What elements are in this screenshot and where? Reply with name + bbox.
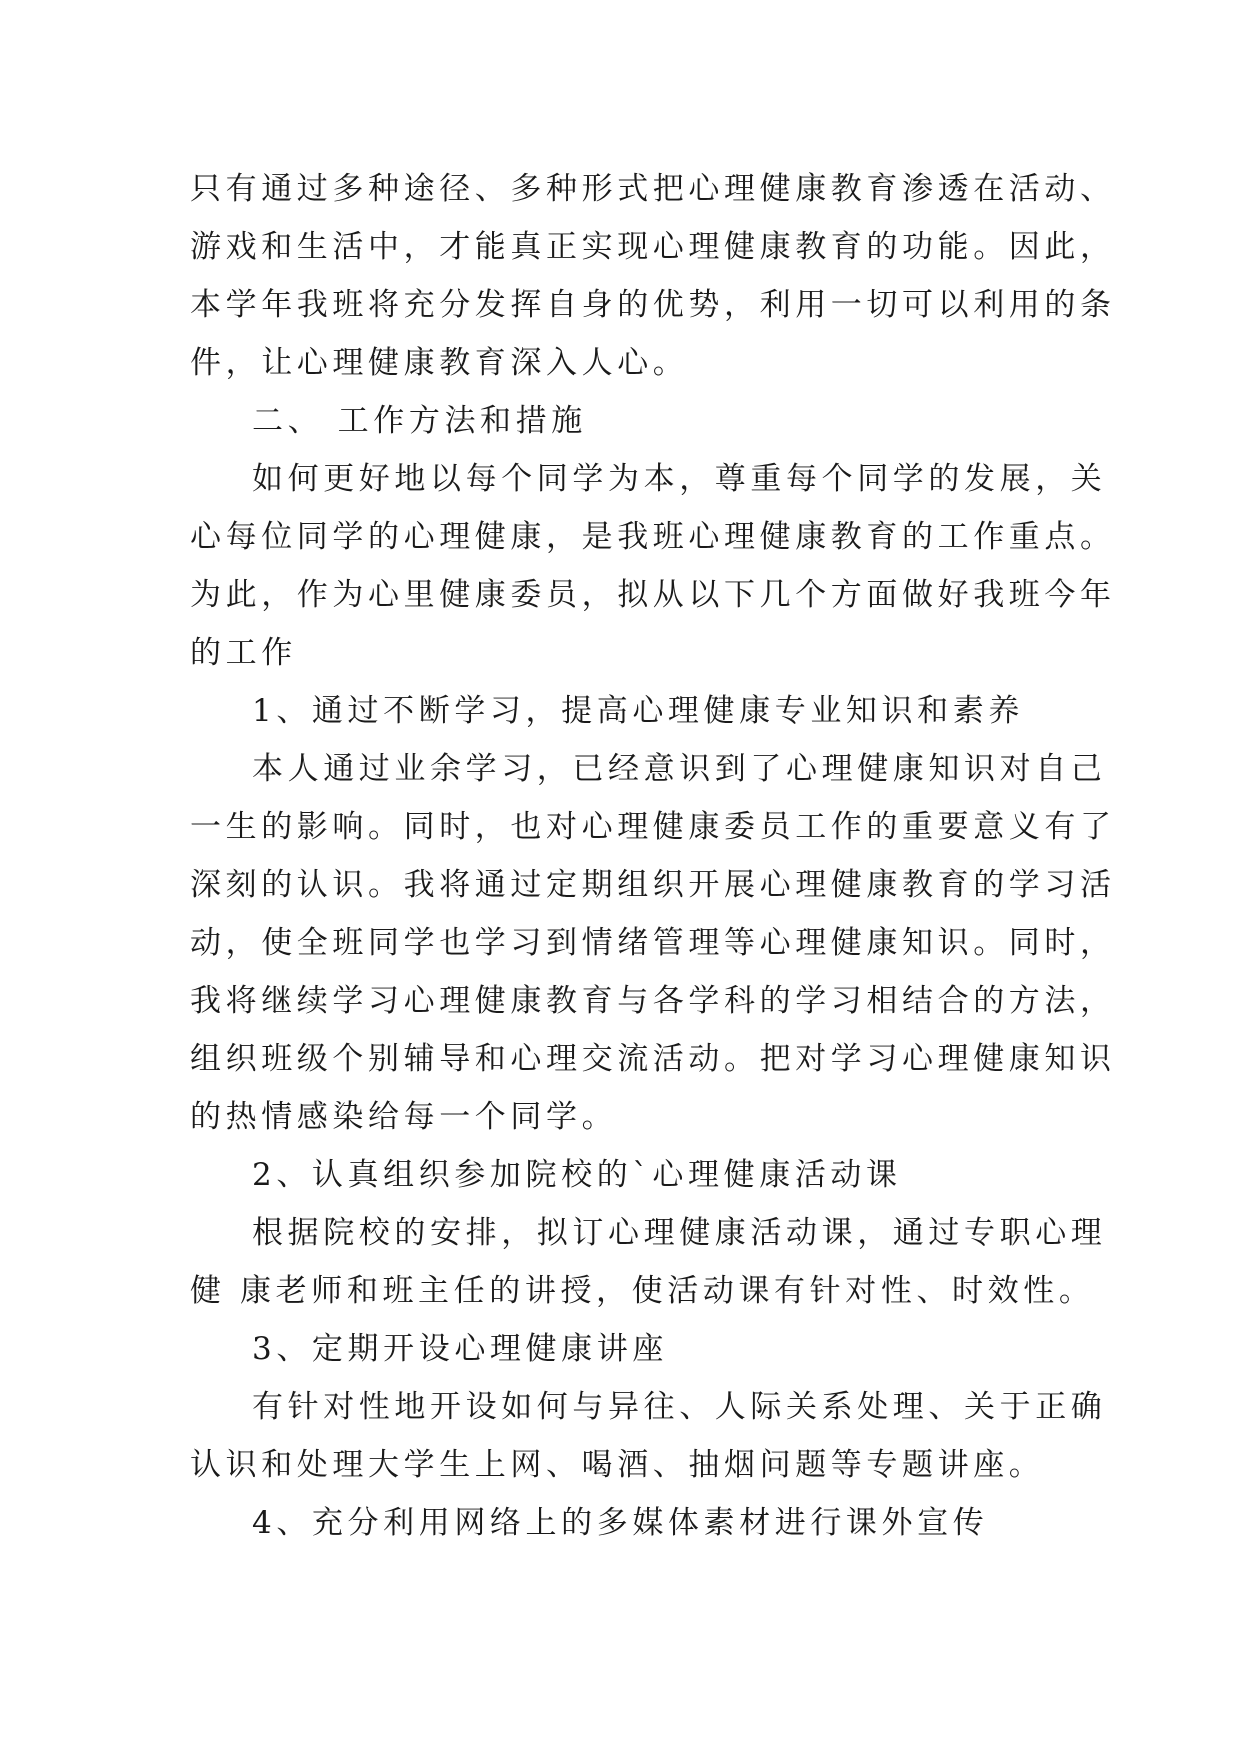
text-line: 组织班级个别辅导和心理交流活动。把对学习心理健康知识 <box>190 1041 1116 1077</box>
text-line: 2、认真组织参加院校的`心理健康活动课 <box>252 1157 902 1193</box>
paragraph-item-3-body <box>190 1378 1107 1494</box>
paragraph-methods-intro <box>190 450 1116 682</box>
text-line: 根据院校的安排，拟订心理健康活动课，通过专职心理 <box>252 1215 1107 1251</box>
paragraph-item-4-title <box>190 1494 1070 1552</box>
text-line: 3、定期开设心理健康讲座 <box>252 1331 668 1367</box>
paragraph-item-3-title <box>190 1320 1070 1378</box>
paragraph-item-2-body <box>190 1204 1107 1320</box>
text-line: 件，让心理健康教育深入人心。 <box>190 345 689 381</box>
text-line: 有针对性地开设如何与异往、人际关系处理、关于正确 <box>252 1389 1107 1425</box>
text-line: 本学年我班将充分发挥自身的优势，利用一切可以利用的条 <box>190 287 1116 323</box>
text-line: 的热情感染给每一个同学。 <box>190 1099 618 1135</box>
text-line: 1、通过不断学习，提高心理健康专业知识和素养 <box>252 693 1024 729</box>
text-line: 为此，作为心里健康委员，拟从以下几个方面做好我班今年 <box>190 577 1116 613</box>
text-line: 本人通过业余学习，已经意识到了心理健康知识对自己 <box>252 751 1107 787</box>
paragraph-item-1-title <box>190 682 1070 740</box>
text-line: 二、 工作方法和措施 <box>252 403 587 439</box>
text-line: 心每位同学的心理健康，是我班心理健康教育的工作重点。 <box>190 519 1116 555</box>
text-line: 我将继续学习心理健康教育与各学科的学习相结合的方法， <box>190 983 1116 1019</box>
text-line: 只有通过多种途径、多种形式把心理健康教育渗透在活动、 <box>190 171 1116 207</box>
document-body <box>190 160 1116 1552</box>
text-line: 4、充分利用网络上的多媒体素材进行课外宣传 <box>252 1505 989 1541</box>
text-line: 动，使全班同学也学习到情绪管理等心理健康知识。同时， <box>190 925 1116 961</box>
paragraph-heading-2 <box>190 392 1070 450</box>
text-line: 游戏和生活中，才能真正实现心理健康教育的功能。因此， <box>190 229 1116 265</box>
text-line: 如何更好地以每个同学为本，尊重每个同学的发展，关 <box>252 461 1107 497</box>
text-line: 健 康老师和班主任的讲授，使活动课有针对性、时效性。 <box>190 1273 1095 1309</box>
paragraph-item-2-title <box>190 1146 1070 1204</box>
text-line: 一生的影响。同时，也对心理健康委员工作的重要意义有了 <box>190 809 1116 845</box>
text-line: 深刻的认识。我将通过定期组织开展心理健康教育的学习活 <box>190 867 1116 903</box>
text-line: 的工作 <box>190 635 297 671</box>
paragraph-intro-continued <box>190 160 1116 392</box>
text-line: 认识和处理大学生上网、喝酒、抽烟问题等专题讲座。 <box>190 1447 1045 1483</box>
paragraph-item-1-body <box>190 740 1116 1146</box>
